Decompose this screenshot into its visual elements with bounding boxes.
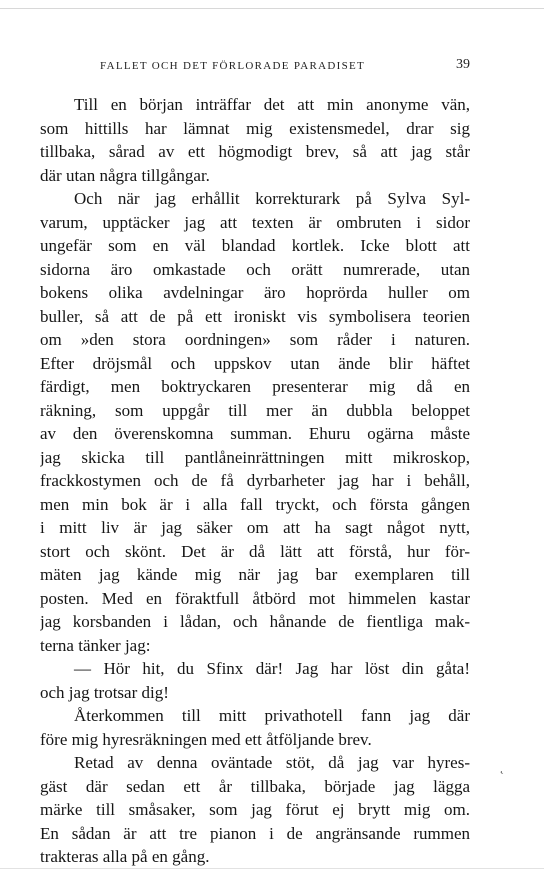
text-line: och jag trotsar dig! (40, 682, 169, 702)
text-line: Efter dröjsmål och uppskov utan ände blir häftet (40, 353, 470, 373)
text-line: tillbaka, sårad av ett högmodigt brev, så att jag står (40, 142, 470, 161)
text-line: sidorna äro omkastade och orätt numrerade, utan (40, 259, 470, 279)
scan-edge-bottom (0, 868, 544, 869)
text-line: terna tänker jag: (40, 635, 151, 655)
running-title: FALLET OCH DET FÖRLORADE PARADISET (100, 60, 366, 72)
text-line: Retad av denna oväntade stöt, då jag var hyres- (74, 753, 470, 772)
text-line: jag korsbanden i lådan, och hånande de fientliga mak- (40, 612, 470, 631)
text-line: bokens olika avdelningar äro hoprörda huller om (40, 283, 470, 302)
body-text (40, 93, 470, 869)
text-line: ungefär som en väl blandad kortlek. Icke blott att (40, 236, 470, 255)
text-line: i mitt liv är jag säker om att ha sagt något nytt, (40, 518, 470, 537)
text-line: varum, upptäcker jag att texten är ombruten i sidor (40, 212, 470, 232)
text-line: — Hör hit, du Sfinx där! Jag har löst din gåta! (74, 659, 470, 678)
page-number: 39 (456, 57, 470, 72)
text-line: av den överenskomna summan. Ehuru ogärna måste (40, 424, 470, 443)
text-line: trakteras alla på en gång. (40, 847, 210, 866)
text-line: Återkommen till mitt privathotell fann jag där (74, 706, 470, 725)
text-line: men min bok är i alla fall tryckt, och första gången (40, 494, 470, 514)
text-line: färdigt, men boktryckaren presenterar mig då en (40, 377, 470, 396)
text-line: mäten jag kände mig när jag bar exemplaren till (40, 565, 470, 584)
text-line: Till en början inträffar det att min anonyme vän, (74, 95, 470, 114)
text-line: Och när jag erhållit korrekturark på Sylva Syl- (74, 189, 470, 208)
text-line: gäst där sedan ett år tillbaka, började jag lägga (40, 776, 470, 796)
scan-edge-top (0, 8, 544, 9)
text-line: där utan några tillgångar. (40, 165, 210, 185)
text-line: frackkostymen och de få dyrbarheter jag har i behåll, (40, 471, 470, 490)
text-line: före mig hyresräkningen med ett åtföljande brev. (40, 729, 372, 749)
text-line: stort och skönt. Det är då lätt att förstå, hur för- (40, 541, 470, 561)
text-line: buller, så att de på ett ironiskt vis symbolisera teorien (40, 306, 470, 326)
text-line: posten. Med en föraktfull åtbörd mot himmelen kastar (40, 588, 470, 608)
text-line: jag skicka till pantlåneinrättningen mitt mikroskop, (40, 447, 470, 467)
text-line: om »den stora oordningen» som råder i naturen. (40, 330, 470, 349)
margin-mark: ˛ (500, 760, 504, 774)
text-line: En sådan är att tre pianon i de angränsande rummen (40, 823, 470, 843)
text-line: räkning, som uppgår till mer än dubbla beloppet (40, 400, 470, 420)
text-line: märke till småsaker, som jag förut ej brytt mig om. (40, 800, 470, 819)
text-line: som hittills har lämnat mig existensmedel, drar sig (40, 118, 470, 138)
